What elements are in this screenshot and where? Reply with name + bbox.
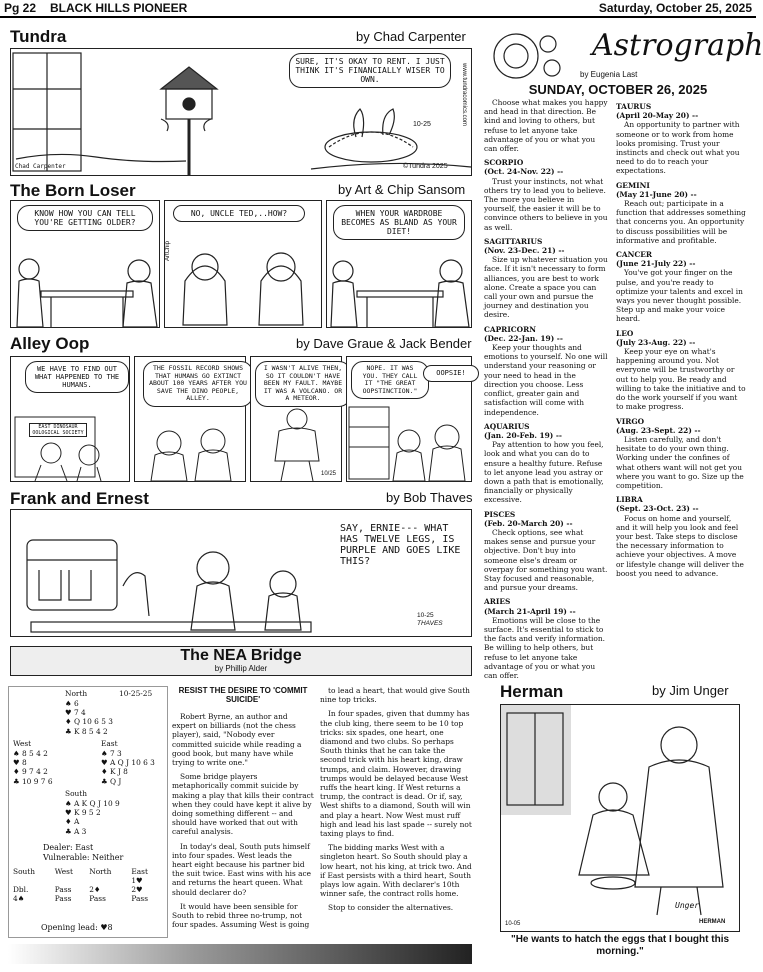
sign-text: Focus on home and yourself, and it will help you look and feel your best. Take steps to disclose the necessary information to achieve your objectives. A move or lifestyle change will deliver the boost you need to advance. bbox=[616, 513, 744, 578]
zodiac-wheel-icon bbox=[490, 30, 570, 82]
sign-name: PISCES bbox=[484, 509, 516, 519]
suit-holding: ♣ A 3 bbox=[65, 826, 87, 836]
bridge-column-2 bbox=[320, 686, 472, 938]
sign-name: LIBRA bbox=[616, 495, 643, 505]
bridge-diagram bbox=[8, 686, 168, 938]
loser-bubble-2: NO, UNCLE TED,..HOW? bbox=[173, 205, 305, 222]
article-paragraph: The bidding marks West with a singleton heart. So South should play a low heart, not his king, at trick two. And if East persists with a third heart, South plays low again. With declarer's 10th winner safe, the contract rolls home. bbox=[320, 843, 472, 899]
bidding-header-cell: East bbox=[131, 867, 148, 876]
bridge-byline: by Phillip Alder bbox=[214, 664, 268, 673]
bid-cell: 4♠ bbox=[13, 894, 25, 903]
sign-dates: (July 23-Aug. 22) -- bbox=[616, 337, 696, 347]
bridge-column-1 bbox=[172, 712, 314, 938]
south-hand bbox=[65, 799, 120, 836]
astro-intro: Choose what makes you happy and head in that direction. Be kind and loving to others, but refuse to let anyone take advantage of you or what you can offer. bbox=[484, 98, 608, 154]
bid-cell bbox=[89, 876, 131, 885]
bid-cell bbox=[55, 876, 89, 885]
sign-text: Size up whatever situation you face. If it isn't necessary to form alliances, you are best to work alone. Create a space you can call your own and pursue the journey and destination you desire. bbox=[484, 255, 608, 320]
sign-name: CAPRICORN bbox=[484, 324, 536, 334]
sign-text: Listen carefully, and don't hesitate to do your own thing. Working under the confines of what others want will not get you where you want to go. Size up the competition. bbox=[616, 434, 744, 490]
tundra-signature: Chad Carpenter bbox=[15, 163, 66, 170]
bidding-row bbox=[13, 894, 163, 903]
horoscope-entry bbox=[616, 495, 746, 578]
bidding-header-cell: West bbox=[54, 867, 73, 876]
herman-date: 10-05 bbox=[505, 921, 521, 927]
suit-holding: ♦ A bbox=[65, 817, 80, 827]
alley-panel-2 bbox=[134, 356, 246, 482]
bidding-header-cell: North bbox=[89, 867, 112, 876]
sign-dates: (Feb. 20-March 20) -- bbox=[484, 518, 573, 528]
astro-col-1 bbox=[484, 98, 608, 680]
loser-byline: by Art & Chip Sansom bbox=[338, 182, 466, 197]
loser-panel-3 bbox=[326, 200, 472, 328]
astro-date: SUNDAY, OCTOBER 26, 2025 bbox=[528, 82, 708, 97]
alley-bubble-2: THE FOSSIL RECORD SHOWS THAT HUMANS GO EXTINCT ABOUT 100 YEARS AFTER YOU SAVE THE DINO PEOPLE, ALLEY. bbox=[143, 361, 253, 407]
alley-byline: by Dave Graue & Jack Bender bbox=[296, 336, 472, 351]
bidding-header-cell: South bbox=[13, 867, 36, 876]
astro-byline: by Eugenia Last bbox=[580, 70, 638, 79]
loser-bubble-1: KNOW HOW YOU CAN TELL YOU'RE GETTING OLDER? bbox=[17, 205, 153, 231]
sign-text: Keep your thoughts and emotions to yourself. No one will understand your reasoning or your need to head in the direction you choose. Less conflict, greater gain and satisfaction will come with independence. bbox=[484, 343, 608, 417]
herman-byline: by Jim Unger bbox=[652, 683, 729, 698]
sign-text: Trust your instincts, not what others try to lead you to believe. The more you believe in yourself, the easier it will be to convince others to believe in you as well. bbox=[484, 176, 608, 232]
sign-dates: (June 21-July 22) -- bbox=[616, 259, 696, 269]
tundra-date: 10-25 bbox=[413, 121, 431, 128]
issue-date: Saturday, October 25, 2025 bbox=[598, 1, 752, 15]
horoscope-entry bbox=[616, 181, 746, 245]
sign-dates: (March 21-April 19) -- bbox=[484, 606, 576, 616]
sign-name: CANCER bbox=[616, 250, 653, 260]
paper-name: BLACK HILLS PIONEER bbox=[50, 1, 188, 15]
herman-caption: "He wants to hatch the eggs that I bought this morning." bbox=[510, 934, 730, 957]
suit-holding: ♣ K 8 5 4 2 bbox=[65, 726, 108, 736]
bidding-table bbox=[13, 867, 163, 903]
horoscope-entry bbox=[484, 510, 608, 593]
alley-panel-3 bbox=[250, 356, 342, 482]
bid-cell: Pass bbox=[89, 894, 106, 903]
suit-holding: ♦ 9 7 4 2 bbox=[13, 767, 48, 777]
tundra-byline: by Chad Carpenter bbox=[356, 29, 466, 44]
frank-title: Frank and Ernest bbox=[10, 489, 149, 508]
bridge-banner bbox=[10, 646, 472, 676]
astro-signs-1 bbox=[484, 158, 608, 680]
bid-cell: Pass bbox=[131, 894, 148, 903]
loser-signature: ArtChip bbox=[165, 241, 171, 262]
alley-date: 10/25 bbox=[321, 471, 337, 477]
sign-name: VIRGO bbox=[616, 416, 645, 426]
sign-name: GEMINI bbox=[616, 180, 650, 190]
herman-title: Herman bbox=[500, 682, 564, 701]
article-paragraph: Some bridge players metaphorically commit suicide by making a play that kills their contract when they could have kept it alive by doing something different -- and should have worked that out with careful analysis. bbox=[172, 772, 314, 837]
bid-cell: 1♥ bbox=[131, 876, 143, 885]
horoscope-entry bbox=[616, 417, 746, 491]
alley-bubble-3: I WASN'T ALIVE THEN, SO IT COULDN'T HAVE BEEN MY FAULT. MAYBE IT WAS A VOLCANO. OR A METEOR. bbox=[255, 361, 351, 407]
page-number: Pg 22 bbox=[4, 1, 37, 15]
frank-signature: THAVES bbox=[417, 620, 443, 627]
alley-title: Alley Oop bbox=[10, 334, 90, 353]
astro-signs-2 bbox=[616, 102, 746, 578]
tundra-copyright: ©Tundra 2025 bbox=[403, 163, 448, 170]
loser-bubble-3: WHEN YOUR WARDROBE BECOMES AS BLAND AS YOUR DIET! bbox=[333, 205, 465, 240]
astro-masthead bbox=[490, 28, 763, 82]
sign-name: SCORPIO bbox=[484, 158, 524, 168]
bid-cell: Pass bbox=[54, 894, 72, 903]
sign-name: ARIES bbox=[484, 597, 511, 607]
loser-panel-2 bbox=[164, 200, 322, 328]
suit-holding: ♦ K J 8 bbox=[101, 767, 128, 777]
bid-cell: Dbl. bbox=[13, 885, 29, 894]
suit-holding: ♦ Q 10 6 5 3 bbox=[65, 717, 113, 727]
herman-signature: Unger bbox=[675, 901, 700, 910]
alley-sign: EAST DINOSAUR OOLOGICAL SOCIETY bbox=[29, 423, 87, 437]
deal-date: 10-25-25 bbox=[119, 689, 153, 698]
bridge-headline: RESIST THE DESIRE TO 'COMMIT SUICIDE' bbox=[178, 686, 308, 704]
suit-holding: ♠ A K Q J 10 9 bbox=[65, 799, 120, 808]
suit-holding: ♥ A Q J 10 6 3 bbox=[101, 758, 155, 768]
sign-text: An opportunity to partner with someone or to work from home looks promising. Trust your instincts and check out what you need to do to reach your expectations. bbox=[616, 120, 740, 176]
astro-title: Astrograph bbox=[592, 28, 763, 63]
frank-byline: by Bob Thaves bbox=[386, 490, 473, 505]
frank-date: 10-25 bbox=[417, 612, 434, 619]
herman-label: HERMAN bbox=[699, 919, 726, 925]
tundra-site: www.tundracomics.com bbox=[461, 63, 467, 127]
sign-name: AQUARIUS bbox=[484, 421, 530, 431]
astro-col-2 bbox=[616, 98, 746, 664]
alley-bubble-1: WE HAVE TO FIND OUT WHAT HAPPENED TO THE HUMANS. bbox=[25, 361, 129, 393]
article-paragraph: In today's deal, South puts himself into four spades. West leads the heart eight because his partner bid the suit twice. East wins with his ace and returns the heart queen. What should declarer do? bbox=[172, 841, 312, 897]
alley-bubble-5: OOPSIE! bbox=[423, 365, 479, 382]
bidding-header bbox=[13, 867, 163, 876]
sign-dates: (Dec. 22-Jan. 19) -- bbox=[484, 333, 563, 343]
south-label: South bbox=[65, 789, 88, 798]
sign-text: Reach out; participate in a function that addresses something that concerns you. An opportunity to discuss possibilities will be informative and profitable. bbox=[616, 199, 746, 245]
sign-text: Pay attention to how you feel, look and what you can do to ensure a healthy future. Refuse to let anyone lead you astray or down a path that is emotionally, financially or physically excessive. bbox=[484, 440, 604, 505]
decorative-bar bbox=[8, 944, 472, 964]
horoscope-entry bbox=[616, 329, 746, 412]
tundra-title: Tundra bbox=[10, 27, 67, 46]
suit-holding: ♣ 10 9 7 6 bbox=[13, 776, 53, 786]
horoscope-entry bbox=[616, 102, 746, 176]
bridge-title: The NEA Bridge bbox=[180, 647, 302, 664]
horoscope-entry bbox=[484, 422, 608, 505]
suit-holding: ♠ 7 3 bbox=[101, 749, 122, 758]
opening-lead: Opening lead: ♥8 bbox=[41, 923, 113, 932]
suit-holding: ♥ K 9 5 2 bbox=[65, 808, 101, 818]
horoscope-entry bbox=[484, 325, 608, 417]
tundra-speech-bubble: SURE, IT'S OKAY TO RENT. I JUST THINK IT'S FINANCIALLY WISER TO OWN. bbox=[289, 53, 451, 88]
horoscope-entry bbox=[484, 237, 608, 320]
herman-panel bbox=[500, 704, 740, 932]
dealer: Dealer: East bbox=[43, 843, 94, 852]
north-hand bbox=[65, 699, 113, 736]
loser-panel-1 bbox=[10, 200, 160, 328]
bidding-row bbox=[13, 885, 163, 894]
north-label: North bbox=[65, 689, 88, 698]
sign-dates: (Nov. 23-Dec. 21) -- bbox=[484, 246, 565, 256]
frank-panel bbox=[10, 509, 472, 637]
article-paragraph: Stop to consider the alternatives. bbox=[328, 903, 454, 913]
horoscope-entry bbox=[484, 597, 608, 680]
bid-cell: 2♦ bbox=[89, 885, 101, 894]
frank-speech: SAY, ERNIE--- WHAT HAS TWELVE LEGS, IS PURPLE AND GOES LIKE THIS? bbox=[335, 520, 471, 570]
sign-text: Keep your eye on what's happening around you. Not everyone will be trustworthy or out to help you. Be ready and willing to take the initiative and to do the work yourself if you want to make progress. bbox=[616, 347, 746, 412]
article-paragraph: to lead a heart, that would give South nine top tricks. bbox=[320, 686, 470, 705]
sign-name: LEO bbox=[616, 328, 634, 338]
loser-title: The Born Loser bbox=[10, 181, 136, 200]
sign-name: SAGITTARIUS bbox=[484, 236, 543, 246]
suit-holding: ♥ 7 4 bbox=[65, 708, 86, 718]
sign-text: You've got your finger on the pulse, and you're ready to optimize your talents and excel in ways you never thought possible. Step up and make your voice heard. bbox=[616, 268, 743, 324]
article-paragraph: Robert Byrne, an author and expert on billiards (not the chess player), said, "Nobody ever committed suicide while reading a good book, but many have while trying to write one." bbox=[172, 712, 302, 768]
suit-holding: ♥ 8 bbox=[13, 758, 27, 768]
page-header bbox=[0, 0, 756, 18]
horoscope-entry bbox=[484, 158, 608, 232]
vulnerable: Vulnerable: Neither bbox=[43, 853, 124, 862]
alley-panel-4 bbox=[346, 356, 472, 482]
article-paragraph: It would have been sensible for South to rebid three no-trump, not four spades. Assuming West is going bbox=[172, 901, 310, 930]
west-label: West bbox=[13, 739, 32, 748]
bid-cell: 2♥ bbox=[131, 885, 143, 894]
sign-dates: (April 20-May 20) -- bbox=[616, 111, 699, 121]
horoscope-entry bbox=[616, 250, 746, 324]
suit-holding: ♠ 6 bbox=[65, 699, 79, 708]
alley-panel-1 bbox=[10, 356, 130, 482]
suit-holding: ♠ 8 5 4 2 bbox=[13, 749, 48, 758]
east-label: East bbox=[101, 739, 118, 748]
sign-dates: (Aug. 23-Sept. 22) -- bbox=[616, 425, 701, 435]
sign-dates: (Jan. 20-Feb. 19) -- bbox=[484, 430, 563, 440]
west-hand bbox=[13, 749, 53, 786]
sign-text: Emotions will be close to the surface. It's essential to stick to the facts and verify information. Be willing to help others, but refuse to let anyone take advantage of you or what you can offer. bbox=[484, 615, 605, 680]
sign-dates: (Sept. 23-Oct. 23) -- bbox=[616, 504, 699, 514]
article-paragraph: In four spades, given that dummy has the club king, there seem to be 10 top tricks: six spades, one heart, one diamond and two clubs. So perhaps South thinks that he can take the second trick with his heart king, draw trumps, and claim. However, drawing trumps would be delayed because West ruffs the heart king. If West returns a trump, the contract is dead. Or if, say, West shifts to a diamond, South will win and play a heart. Now West must ruff high and lead his last spade -- surely not taxing plays to find. bbox=[320, 709, 472, 839]
bid-cell: Pass bbox=[54, 885, 72, 894]
sign-name: TAURUS bbox=[616, 102, 652, 111]
suit-holding: ♣ Q J bbox=[101, 776, 122, 786]
herman-art bbox=[501, 705, 741, 933]
sign-dates: (May 21-June 20) -- bbox=[616, 189, 697, 199]
bidding-row bbox=[13, 876, 163, 885]
sign-text: Check options, see what makes sense and pursue your objective. Don't buy into someone else's dream or overpay for something you want. Stay focused and reasonable, and pursue your dreams. bbox=[484, 527, 608, 593]
east-hand bbox=[101, 749, 155, 786]
sign-dates: (Oct. 24-Nov. 22) -- bbox=[484, 167, 564, 177]
alley-bubble-4: NOPE. IT WAS YOU. THEY CALL IT "THE GREAT OOPSTINCTION." bbox=[351, 361, 429, 399]
bid-cell bbox=[13, 876, 55, 885]
tundra-panel bbox=[10, 48, 472, 176]
